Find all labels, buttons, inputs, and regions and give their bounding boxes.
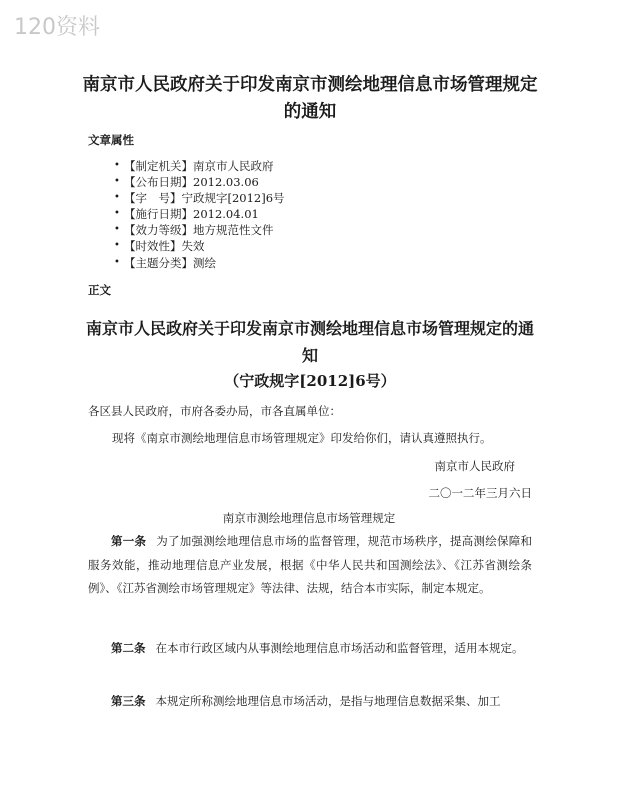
article-label: 第二条 (111, 641, 146, 655)
document-title: 南京市人民政府关于印发南京市测绘地理信息市场管理规定的通知 (82, 75, 538, 122)
bullet-icon: • (114, 160, 120, 171)
regulation-title: 南京市测绘地理信息市场管理规定 (222, 511, 396, 525)
article-2 (88, 637, 532, 661)
attribute-item: • 【字 号】宁政规字[2012]6号 (114, 191, 285, 206)
bullet-icon: • (114, 240, 120, 252)
attribute-item: • 【时效性】失效 (114, 239, 205, 254)
article-text: 为了加强测绘地理信息市场的监督管理，规范市场秩序，提高测绘保障和服务效能，推动地理信息产业发展，根据《中华人民共和国测绘法》、《江苏省测绘条例》、《江苏省测绘市场管理规定》等法律、法规，结合本市实际，制定本规定。 (88, 534, 532, 595)
bullet-icon: • (114, 176, 120, 188)
watermark: 120资料 (14, 15, 100, 40)
bullet-icon: • (114, 224, 120, 236)
notice-text: 现将《南京市测绘地理信息市场管理规定》印发给你们，请认真遵照执行。 (112, 431, 492, 445)
attributes-heading: 文章属性 (88, 133, 134, 147)
attribute-item: • 【公布日期】2012.03.06 (114, 175, 259, 190)
article-1 (88, 530, 532, 601)
attribute-item: • 【主题分类】测绘 (114, 255, 216, 270)
issuer: 南京市人民政府 (434, 459, 515, 473)
document-number: （宁政规字[2012]6号） (224, 372, 396, 390)
attribute-item: • 【施行日期】2012.04.01 (114, 207, 259, 222)
bullet-icon: • (114, 208, 120, 220)
article-label: 第一条 (111, 534, 147, 548)
body-title: 南京市人民政府关于印发南京市测绘地理信息市场管理规定的通知 (85, 319, 534, 365)
bullet-icon: • (114, 192, 120, 204)
attributes-list (114, 158, 285, 271)
attribute-item: • 【效力等级】地方规范性文件 (114, 223, 274, 238)
article-text: 本规定所称测绘地理信息市场活动，是指与地理信息数据采集、加工 (155, 694, 501, 708)
body-heading: 正文 (88, 283, 111, 297)
attribute-item: • 【制定机关】南京市人民政府 (114, 159, 274, 173)
article-text: 在本市行政区域内从事测绘地理信息市场活动和监督管理，适用本规定。 (155, 641, 524, 655)
article-label: 第三条 (111, 694, 146, 708)
salutation: 各区县人民政府，市府各委办局，市各直属单位： (88, 404, 341, 418)
issue-date: 二〇一二年三月六日 (428, 486, 532, 500)
article-3 (88, 690, 532, 714)
bullet-icon: • (114, 256, 120, 268)
